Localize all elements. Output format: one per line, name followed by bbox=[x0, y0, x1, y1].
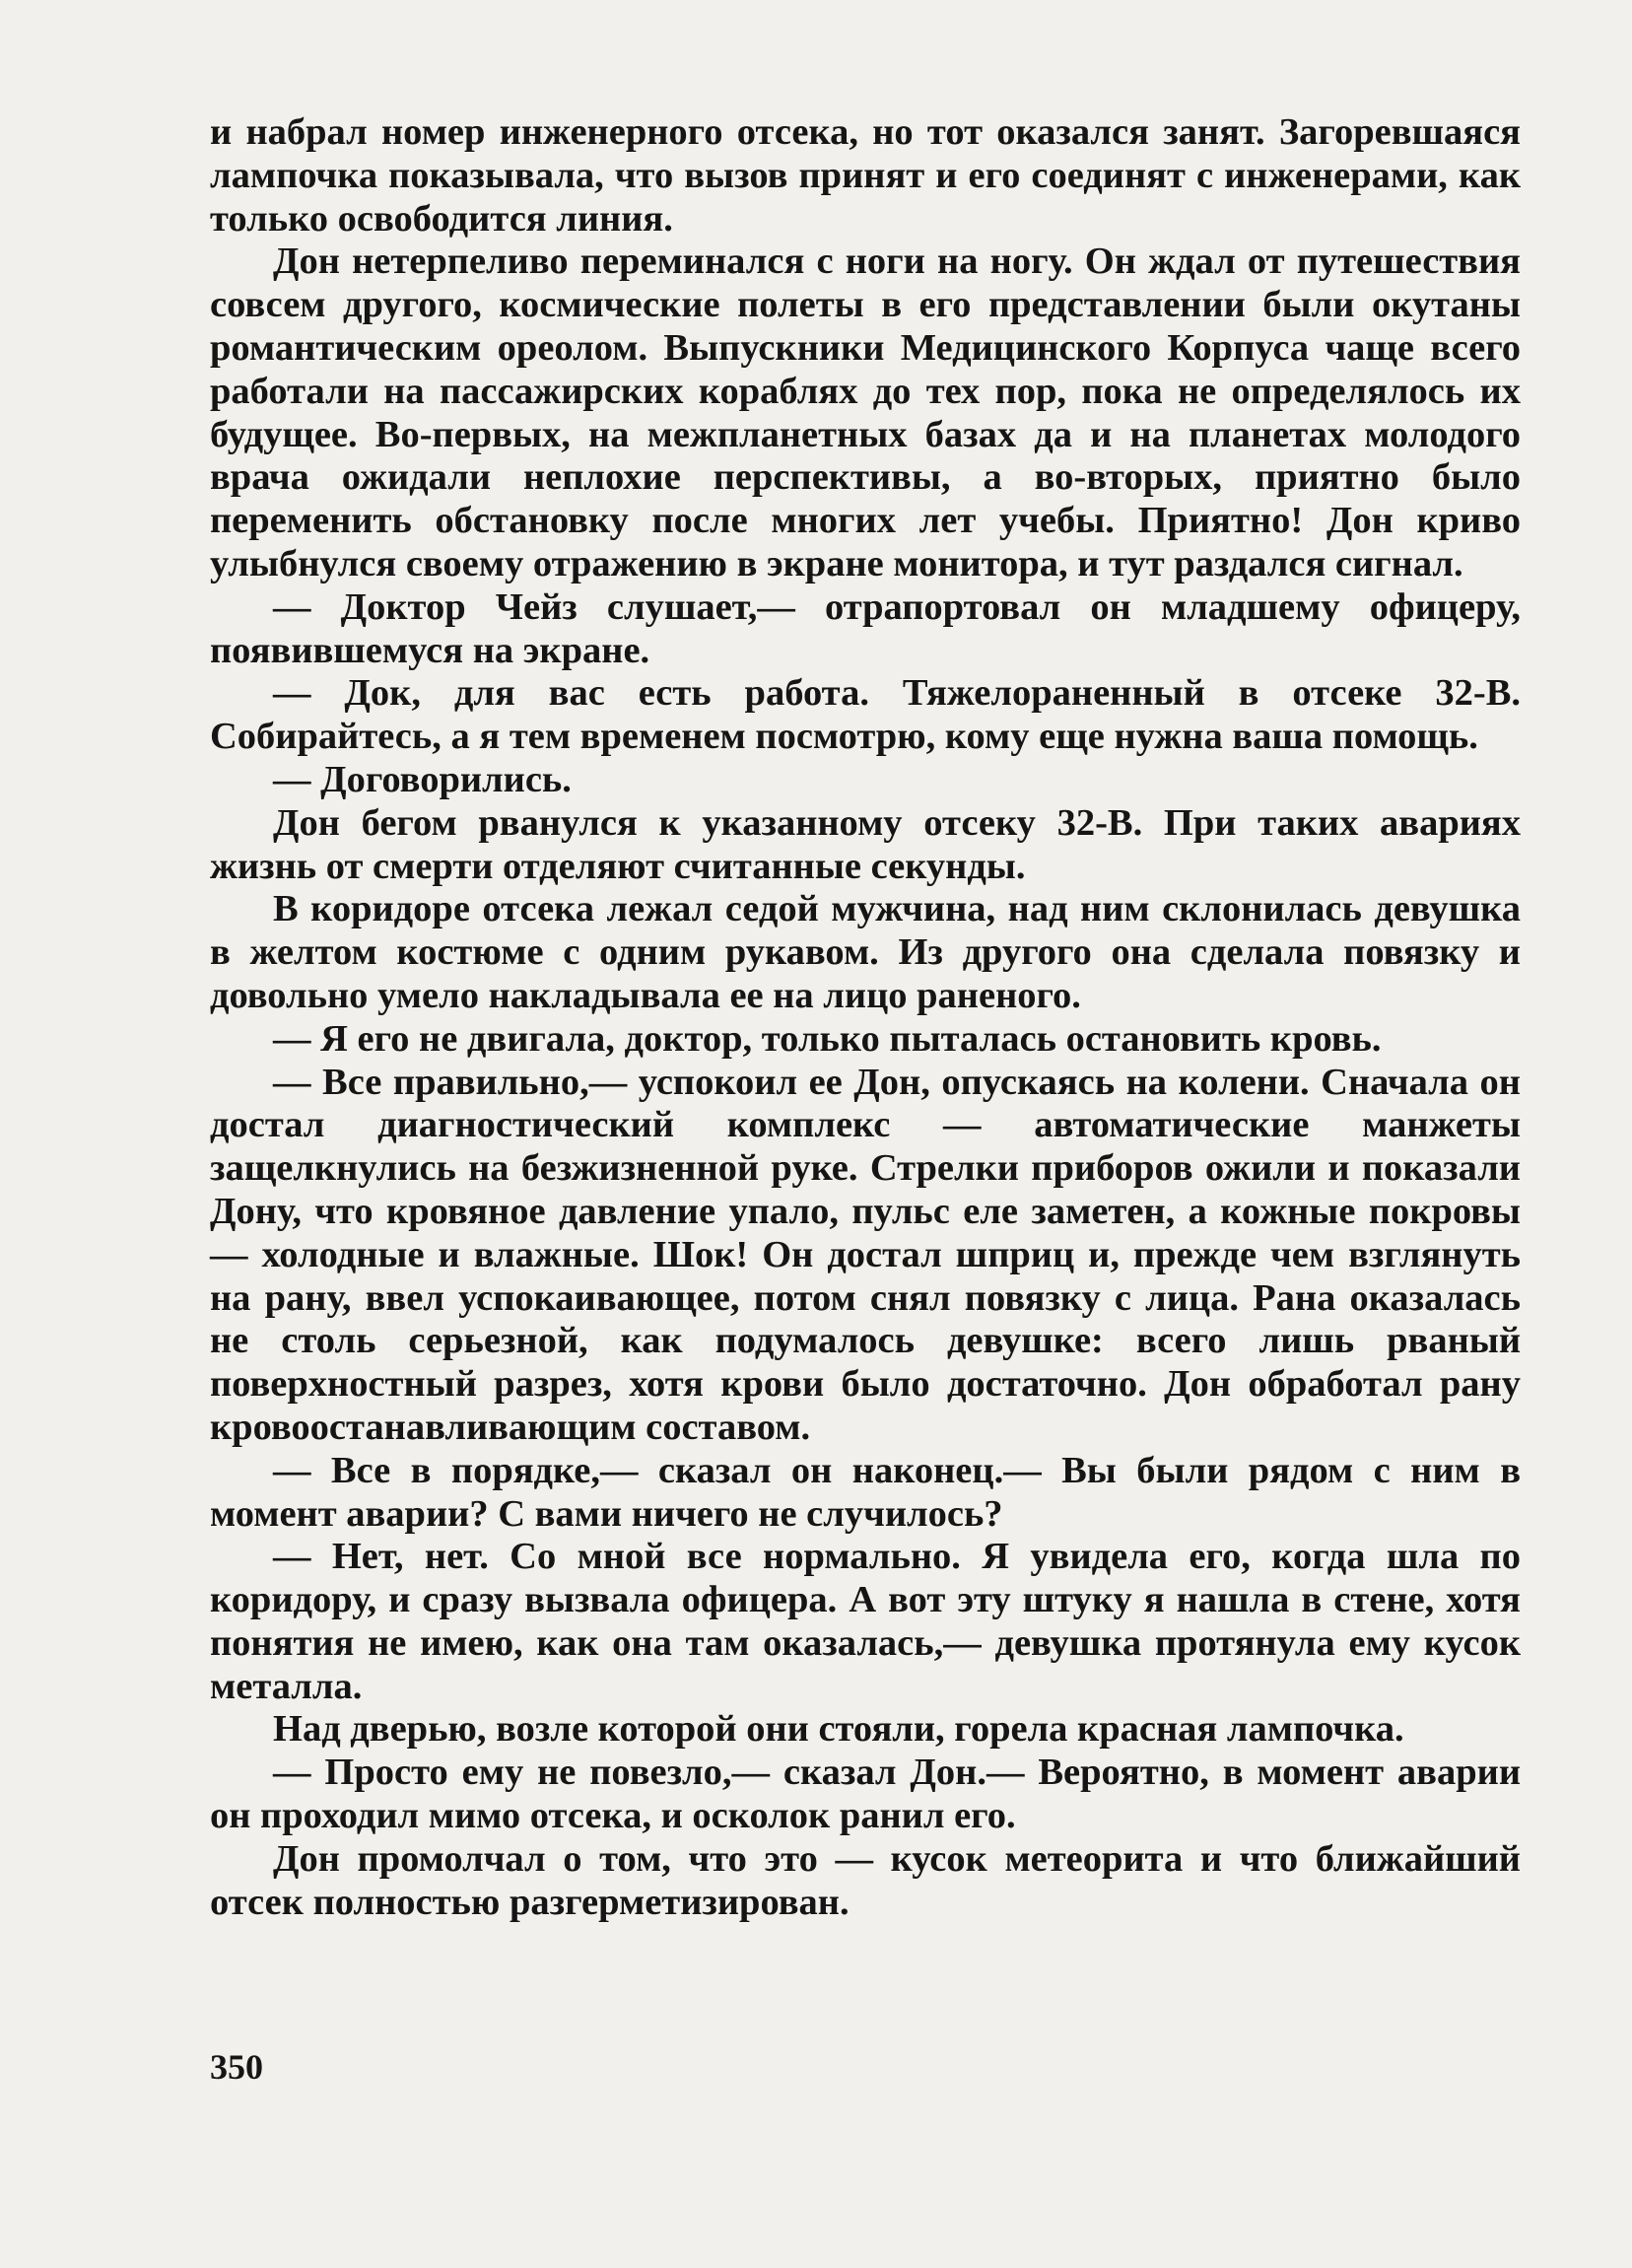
page-number: 350 bbox=[210, 2047, 263, 2087]
paragraph-10: — Все в порядке,— сказал он наконец.— Вы были рядом с ним в момент аварии? С вами ничего не случилось? bbox=[210, 1449, 1521, 1535]
paragraph-7: В коридоре отсека лежал седой мужчина, над ним склонилась девушка в желтом костюме с одним рукавом. Из другого она сделала повязку и довольно умело накладывала ее на лицо раненого. bbox=[210, 888, 1521, 1016]
paragraph-6: Дон бегом рванулся к указанному отсеку 32-В. При таких авариях жизнь от смерти отделяют считанные секунды. bbox=[210, 801, 1521, 887]
body-text bbox=[210, 111, 1521, 1924]
paragraph-3: — Доктор Чейз слушает,— отрапортовал он младшему офицеру, появившемуся на экране. bbox=[210, 585, 1521, 671]
paragraph-12: Над дверью, возле которой они стояли, горела красная лампочка. bbox=[273, 1708, 1404, 1751]
paragraph-14: Дон промолчал о том, что это — кусок метеорита и что ближайший отсек полностью разгерметизирован. bbox=[210, 1837, 1521, 1923]
paragraph-2: Дон нетерпеливо переминался с ноги на ногу. Он ждал от путешествия совсем другого, космические полеты в его представлении были окутаны романтическим ореолом. Выпускники Медицинского Корпуса чаще всего работали на пассажирских кораблях до тех пор, пока не определялось их будущее. Во-первых, на межпланетных базах да и на планетах молодого врача ожидали неплохие перспективы, а во-вторых, приятно было переменить обстановку после многих лет учебы. Приятно! Дон криво улыбнулся своему отражению в экране монитора, и тут раздался сигнал. bbox=[210, 241, 1521, 584]
paragraph-8: — Я его не двигала, доктор, только пыталась остановить кровь. bbox=[273, 1017, 1382, 1060]
paragraph-1: и набрал номер инженерного отсека, но тот оказался занят. Загоревшаяся лампочка показывала, что вызов принят и его соединят с инженерами, как только освободится линия. bbox=[210, 111, 1521, 240]
paragraph-11: — Нет, нет. Со мной все нормально. Я увидела его, когда шла по коридору, и сразу вызвала офицера. А вот эту штуку я нашла в стене, хотя понятия не имею, как она там оказалась,— девушка протянула ему кусок металла. bbox=[210, 1536, 1521, 1707]
paragraph-4: — Док, для вас есть работа. Тяжелораненный в отсеке 32-В. Собирайтесь, а я тем временем посмотрю, кому еще нужна ваша помощь. bbox=[210, 672, 1521, 758]
paragraph-9: — Все правильно,— успокоил ее Дон, опускаясь на колени. Сначала он достал диагностический комплекс — автоматические манжеты защелкнулись на безжизненной руке. Стрелки приборов ожили и показали Дону, что кровяное давление упало, пульс еле заметен, а кожные покровы — холодные и влажные. Шок! Он достал шприц и, прежде чем взглянуть на рану, ввел успокаивающее, потом снял повязку с лица. Рана оказалась не столь серьезной, как подумалось девушке: всего лишь рваный поверхностный разрез, хотя крови было достаточно. Дон обработал рану кровоостанавливающим составом. bbox=[210, 1061, 1521, 1448]
paragraph-13: — Просто ему не повезло,— сказал Дон.— Вероятно, в момент аварии он проходил мимо отсека, и осколок ранил его. bbox=[210, 1752, 1521, 1837]
paragraph-5: — Договорились. bbox=[273, 758, 572, 800]
